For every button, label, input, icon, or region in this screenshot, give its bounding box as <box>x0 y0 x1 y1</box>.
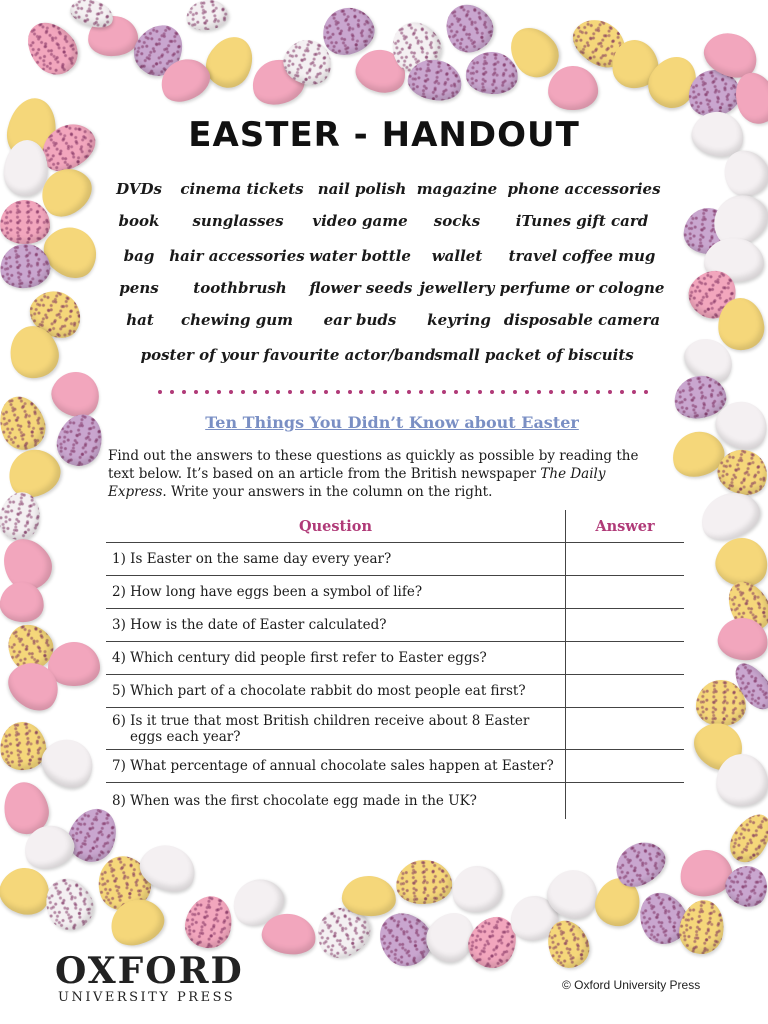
answer-cell[interactable] <box>566 675 685 708</box>
divider-dot <box>170 390 174 394</box>
table-row <box>106 750 684 783</box>
table-row <box>106 783 684 819</box>
table-row <box>106 543 684 576</box>
table-header-row <box>106 510 684 543</box>
answer-cell[interactable] <box>566 708 685 750</box>
vocabulary-word: wallet <box>431 247 483 265</box>
divider-dot <box>513 390 517 394</box>
question-cell <box>106 675 566 708</box>
vocabulary-word: travel coffee mug <box>508 247 656 265</box>
vocabulary-word: ear buds <box>323 311 397 329</box>
divider-dot <box>348 390 352 394</box>
divider-dot <box>324 390 328 394</box>
question-text: 6) Is it true that most British children receive about 8 Easter eggs each year? <box>112 712 530 745</box>
divider-dot <box>454 390 458 394</box>
instructions-paragraph <box>108 447 668 501</box>
divider-dot <box>561 390 565 394</box>
question-cell <box>106 708 566 750</box>
table-row <box>106 609 684 642</box>
divider-dot <box>419 390 423 394</box>
divider-dot <box>430 390 434 394</box>
divider-dot <box>537 390 541 394</box>
question-text: 5) Which part of a chocolate rabbit do most people eat first? <box>112 683 526 699</box>
section-subtitle: Ten Things You Didn’t Know about Easter <box>205 413 579 432</box>
copyright-notice: © Oxford University Press <box>562 978 701 992</box>
page-title: EASTER - HANDOUT <box>188 115 580 155</box>
divider-dot <box>596 390 600 394</box>
question-cell <box>106 750 566 783</box>
table-row <box>106 675 684 708</box>
divider-dot <box>158 390 162 394</box>
oxford-logo: OXFORD <box>55 950 244 992</box>
vocabulary-word: bag <box>123 247 155 265</box>
divider-dot <box>644 390 648 394</box>
table-row <box>106 708 684 750</box>
answer-cell[interactable] <box>566 750 685 783</box>
question-cell <box>106 783 566 819</box>
divider-dot <box>525 390 529 394</box>
question-text: 3) How is the date of Easter calculated? <box>112 617 387 633</box>
divider-dot <box>620 390 624 394</box>
divider-dot <box>182 390 186 394</box>
divider-dot <box>442 390 446 394</box>
vocabulary-word: sunglasses <box>192 212 284 230</box>
question-text: 2) How long have eggs been a symbol of life? <box>112 584 423 600</box>
divider-dot <box>608 390 612 394</box>
divider-dot <box>336 390 340 394</box>
dotted-divider <box>158 385 648 399</box>
vocabulary-word: magazine <box>416 180 498 198</box>
divider-dot <box>632 390 636 394</box>
vocabulary-word: hair accessories <box>169 247 305 265</box>
question-text: 1) Is Easter on the same day every year? <box>112 551 392 567</box>
answer-cell[interactable] <box>566 642 685 675</box>
divider-dot <box>466 390 470 394</box>
vocabulary-word: jewellery <box>419 279 495 297</box>
divider-dot <box>288 390 292 394</box>
divider-dot <box>229 390 233 394</box>
answer-cell[interactable] <box>566 576 685 609</box>
divider-dot <box>371 390 375 394</box>
divider-dot <box>194 390 198 394</box>
vocabulary-word: hat <box>126 311 154 329</box>
table-row <box>106 642 684 675</box>
divider-dot <box>383 390 387 394</box>
oxford-logo-subtitle: UNIVERSITY PRESS <box>58 990 236 1005</box>
divider-dot <box>205 390 209 394</box>
instructions-text-2: . Write your answers in the column on the right. <box>162 484 493 500</box>
vocabulary-word: iTunes gift card <box>515 212 649 230</box>
answer-column-header: Answer <box>566 510 685 543</box>
divider-dot <box>217 390 221 394</box>
vocabulary-word: book <box>118 212 160 230</box>
question-column-header: Question <box>106 510 566 543</box>
question-text: 8) When was the first chocolate egg made in the UK? <box>112 792 477 809</box>
divider-dot <box>241 390 245 394</box>
vocabulary-word: pens <box>119 279 159 297</box>
divider-dot <box>478 390 482 394</box>
question-cell <box>106 543 566 576</box>
newspaper-name: The Daily Express <box>108 466 606 500</box>
divider-dot <box>300 390 304 394</box>
divider-dot <box>265 390 269 394</box>
divider-dot <box>359 390 363 394</box>
divider-dot <box>395 390 399 394</box>
answer-cell[interactable] <box>566 783 685 819</box>
question-cell <box>106 576 566 609</box>
divider-dot <box>501 390 505 394</box>
vocabulary-word: DVDs <box>116 180 162 198</box>
vocabulary-word: disposable camera <box>503 311 661 329</box>
question-text: 7) What percentage of annual chocolate sales happen at Easter? <box>112 758 554 774</box>
vocabulary-word: cinema tickets <box>180 180 304 198</box>
question-text: 4) Which century did people first refer to Easter eggs? <box>112 650 487 666</box>
vocabulary-word: video game <box>312 212 408 230</box>
vocabulary-word: nail polish <box>317 180 407 198</box>
divider-dot <box>490 390 494 394</box>
answer-cell[interactable] <box>566 543 685 576</box>
vocabulary-word: small packet of biscuits <box>434 346 634 364</box>
instructions-text-1: Find out the answers to these questions as quickly as possible by reading the text below. It’s based on an article from the British newspaper <box>108 448 639 482</box>
answer-cell[interactable] <box>566 609 685 642</box>
vocabulary-word: keyring <box>427 311 491 329</box>
divider-dot <box>584 390 588 394</box>
divider-dot <box>312 390 316 394</box>
divider-dot <box>407 390 411 394</box>
divider-dot <box>276 390 280 394</box>
vocabulary-word: phone accessories <box>507 180 661 198</box>
vocabulary-word: water bottle <box>309 247 411 265</box>
vocabulary-word: perfume or cologne <box>499 279 665 297</box>
divider-dot <box>573 390 577 394</box>
question-cell <box>106 609 566 642</box>
vocabulary-word: poster of your favourite actor/band <box>140 346 436 364</box>
vocabulary-word: toothbrush <box>193 279 287 297</box>
table-row <box>106 576 684 609</box>
question-answer-table <box>106 510 684 819</box>
vocabulary-word: chewing gum <box>180 311 294 329</box>
question-cell <box>106 642 566 675</box>
vocabulary-word: flower seeds <box>309 279 413 297</box>
divider-dot <box>549 390 553 394</box>
vocabulary-word: socks <box>433 212 481 230</box>
divider-dot <box>253 390 257 394</box>
